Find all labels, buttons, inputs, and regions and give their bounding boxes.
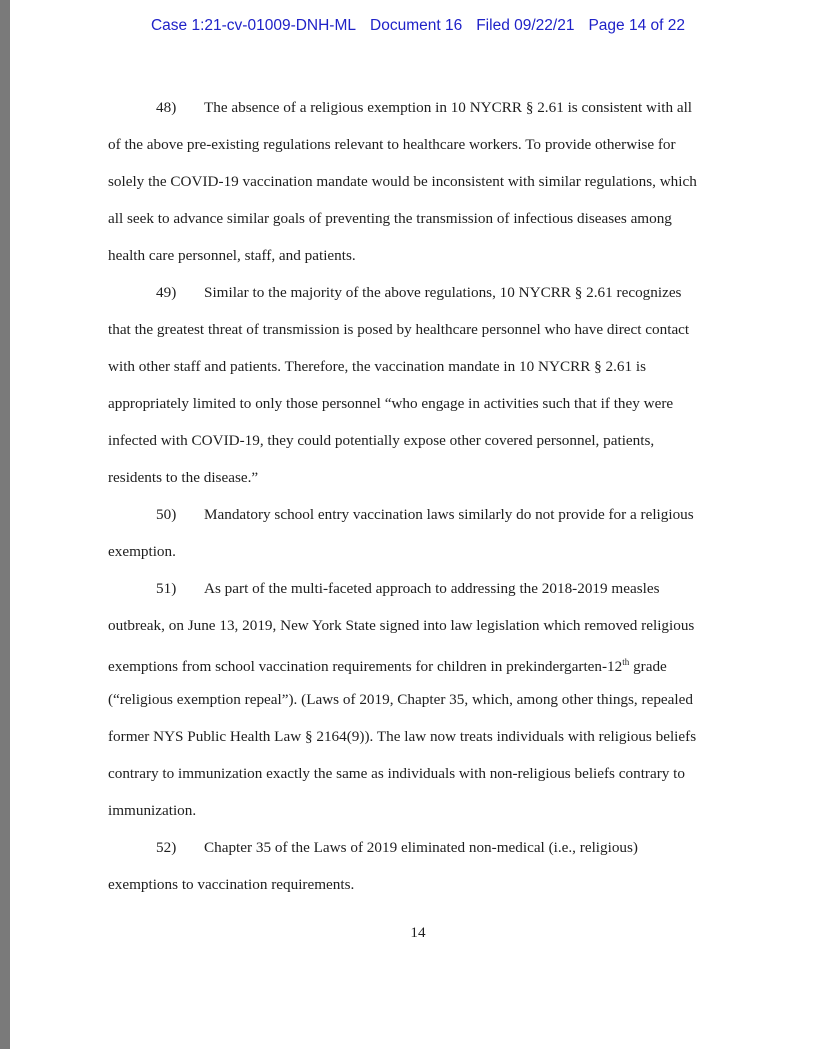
superscript-line-before: exemptions from school vaccination requirements for children in prekindergarten-12 bbox=[108, 658, 623, 675]
paragraph-text: Mandatory school entry vaccination laws similarly do not provide for a religious bbox=[204, 506, 694, 523]
paragraph-line: exemptions to vaccination requirements. bbox=[108, 876, 355, 893]
viewer-left-rail bbox=[0, 0, 10, 1049]
paragraph-48 bbox=[108, 89, 736, 274]
paragraph-line: (“religious exemption repeal”). (Laws of 2019, Chapter 35, which, among other things, repealed bbox=[108, 691, 693, 708]
ordinal-superscript: th bbox=[622, 657, 630, 667]
paragraph-line: of the above pre-existing regulations relevant to healthcare workers. To provide otherwise for bbox=[108, 136, 676, 153]
paragraph-text: The absence of a religious exemption in 10 NYCRR § 2.61 is consistent with all bbox=[204, 99, 693, 116]
paragraph-first-line bbox=[108, 496, 736, 533]
paragraph-50 bbox=[108, 496, 736, 570]
paragraph-line: health care personnel, staff, and patients. bbox=[108, 247, 356, 264]
court-filing-header bbox=[10, 17, 826, 35]
paragraph-line: solely the COVID-19 vaccination mandate would be inconsistent with similar regulations, which bbox=[108, 173, 697, 190]
paragraph-line: outbreak, on June 13, 2019, New York State signed into law legislation which removed religious bbox=[108, 617, 695, 634]
paragraph-text: As part of the multi-faceted approach to addressing the 2018-2019 measles bbox=[204, 580, 660, 597]
paragraph-line: with other staff and patients. Therefore, the vaccination mandate in 10 NYCRR § 2.61 is bbox=[108, 358, 647, 375]
paragraph-number: 52) bbox=[156, 839, 177, 856]
filed-date: Filed 09/22/21 bbox=[476, 17, 575, 34]
paragraph-line: that the greatest threat of transmission is posed by healthcare personnel who have direct contact bbox=[108, 321, 690, 338]
paragraph-line: contrary to immunization exactly the same as individuals with non-religious beliefs contrary to bbox=[108, 765, 685, 782]
paragraph-first-line bbox=[108, 570, 736, 607]
page-count: Page 14 of 22 bbox=[588, 17, 685, 34]
paragraph-line: residents to the disease.” bbox=[108, 469, 259, 486]
paragraph-first-line bbox=[108, 274, 736, 311]
document-body bbox=[108, 89, 736, 903]
paragraph-line: all seek to advance similar goals of preventing the transmission of infectious diseases among bbox=[108, 210, 672, 227]
case-number: Case 1:21-cv-01009-DNH-ML bbox=[150, 17, 357, 34]
paragraph-51 bbox=[108, 570, 736, 829]
paragraph-line: immunization. bbox=[108, 802, 197, 819]
paragraph-line: exemption. bbox=[108, 543, 176, 560]
paragraph-52 bbox=[108, 829, 736, 903]
paragraph-number: 48) bbox=[156, 99, 177, 116]
paragraph-first-line bbox=[108, 829, 736, 866]
paragraph-number: 51) bbox=[156, 580, 177, 597]
page-number: 14 bbox=[410, 924, 426, 941]
paragraph-number: 50) bbox=[156, 506, 177, 523]
paragraph-text: Chapter 35 of the Laws of 2019 eliminated non-medical (i.e., religious) bbox=[204, 839, 638, 856]
paragraph-line: former NYS Public Health Law § 2164(9)). The law now treats individuals with religious beliefs bbox=[108, 728, 697, 745]
paragraph-49 bbox=[108, 274, 736, 496]
paragraph-line-with-superscript bbox=[108, 644, 736, 681]
superscript-line-after: grade bbox=[629, 658, 667, 675]
paragraph-line: infected with COVID-19, they could potentially expose other covered personnel, patients, bbox=[108, 432, 655, 449]
document-page bbox=[10, 0, 826, 1049]
paragraph-line: appropriately limited to only those personnel “who engage in activities such that if they were bbox=[108, 395, 674, 412]
document-number: Document 16 bbox=[370, 17, 463, 34]
paragraph-number: 49) bbox=[156, 284, 177, 301]
paragraph-text: Similar to the majority of the above regulations, 10 NYCRR § 2.61 recognizes bbox=[204, 284, 682, 301]
paragraph-first-line bbox=[108, 89, 736, 126]
